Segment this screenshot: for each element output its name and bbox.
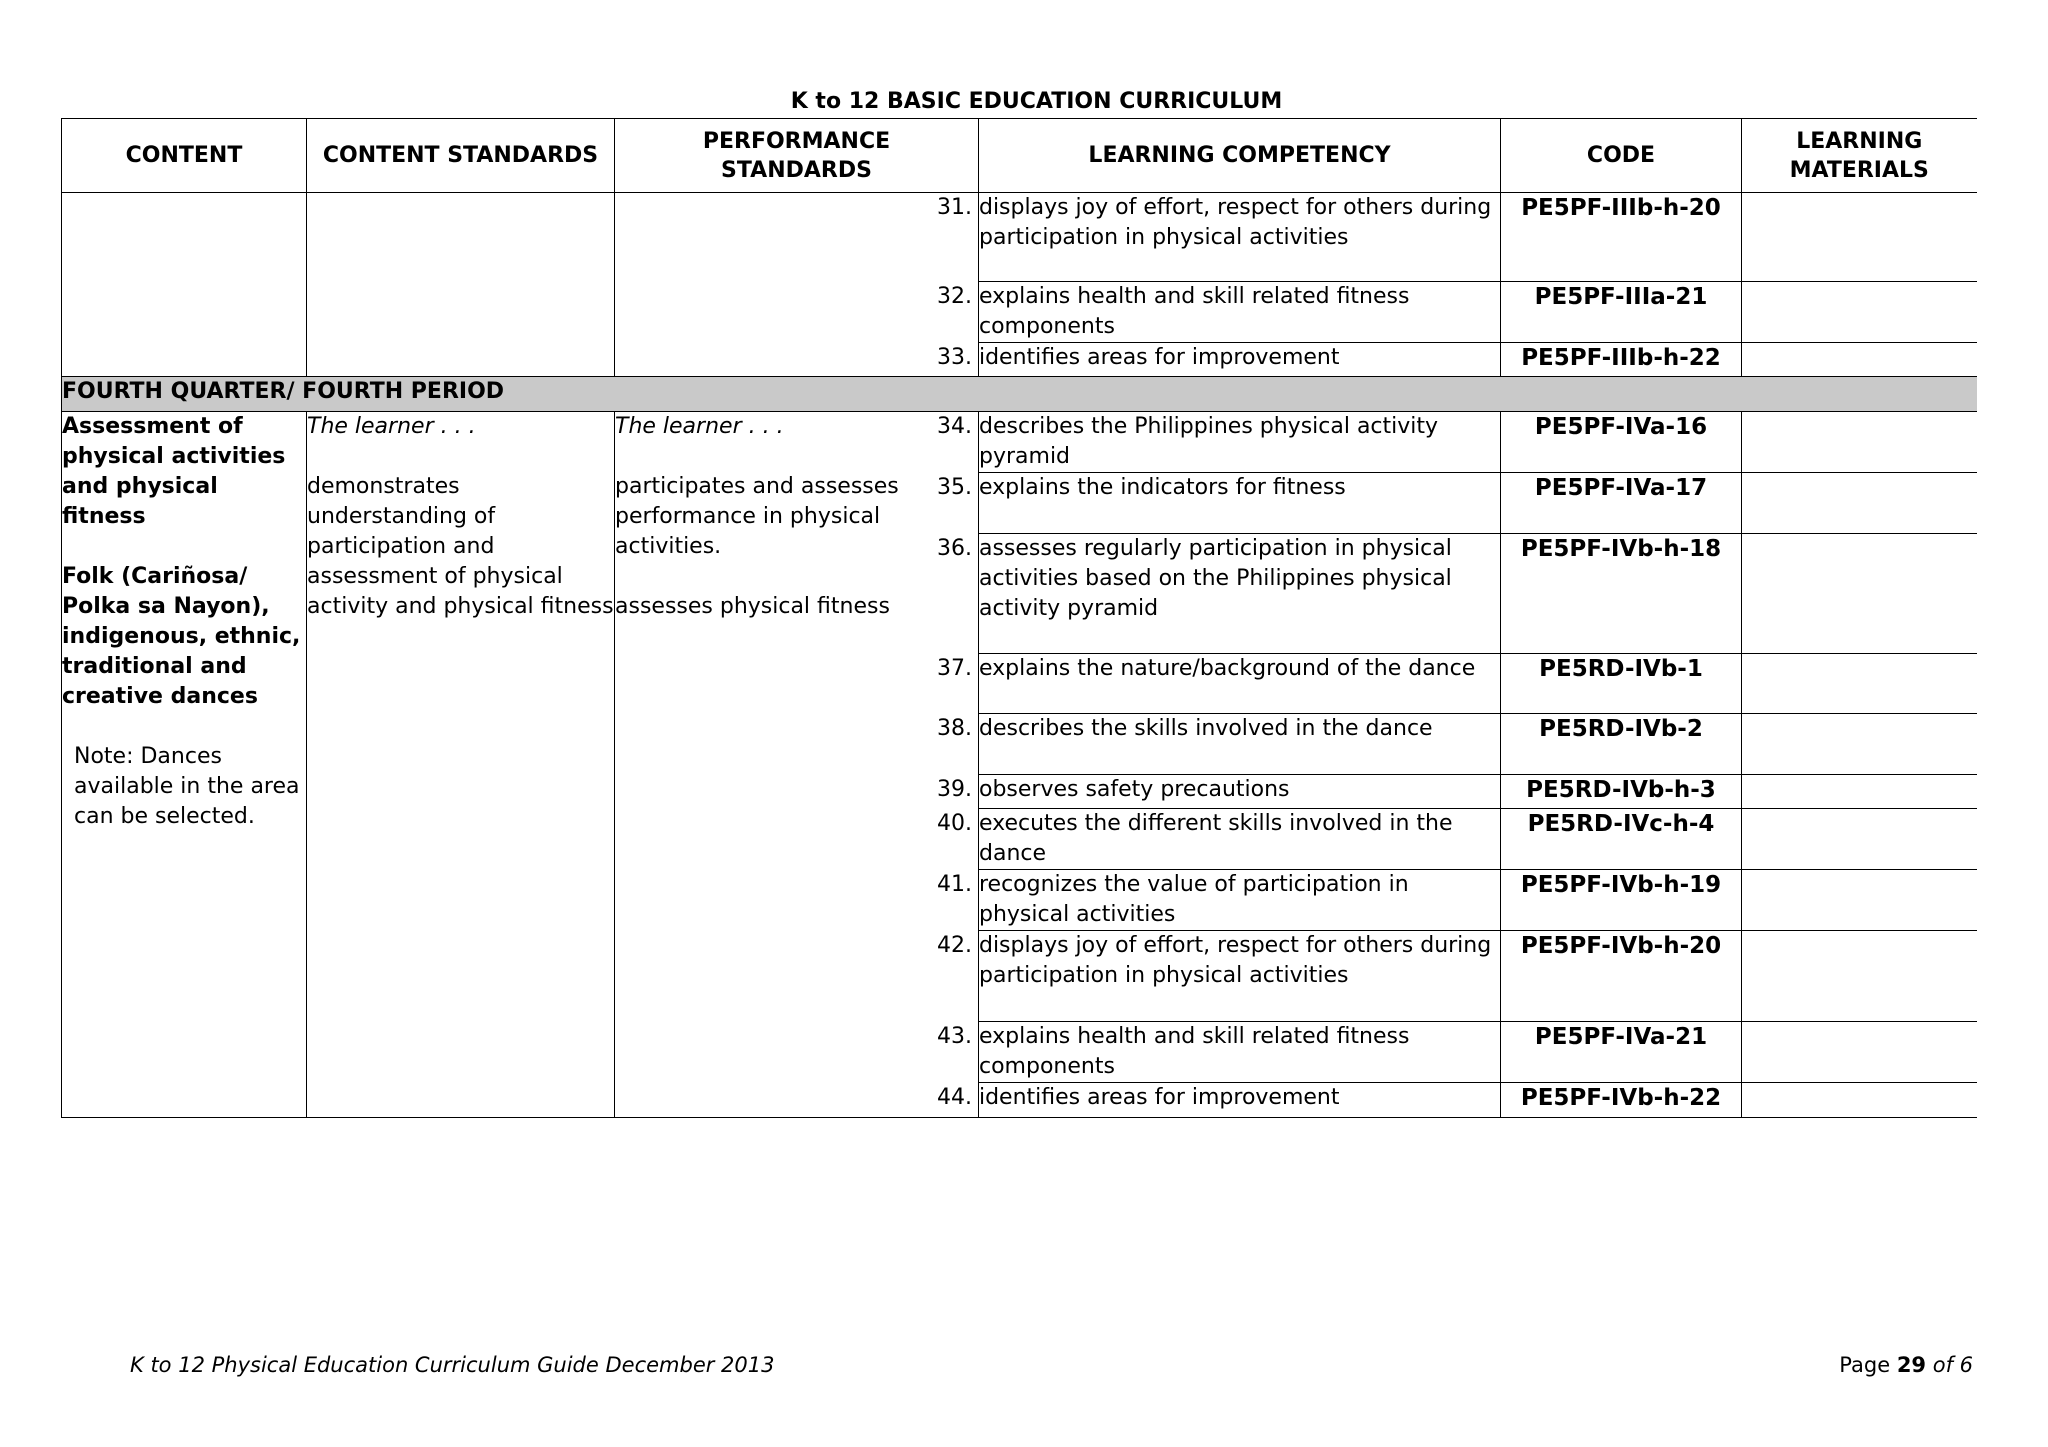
content-note: Note: Dances available in the area can be selected. [74, 744, 300, 829]
code-cell: PE5RD-IVb-h-3 [1501, 775, 1742, 809]
header-performance-standards-line2: STANDARDS [721, 157, 872, 183]
header-learning-materials-line1: LEARNING [1796, 128, 1923, 154]
code-cell: PE5PF-IVb-h-20 [1501, 931, 1742, 1022]
materials-cell [1742, 1022, 1977, 1083]
competency-cell: 34. describes the Philippines physical activity pyramid [979, 412, 1501, 473]
code-cell: PE5RD-IVb-2 [1501, 714, 1742, 775]
header-code: CODE [1501, 119, 1742, 193]
materials-cell [1742, 193, 1977, 282]
competency-cell: 33. identifies areas for improvement [979, 343, 1501, 377]
competency-cell: 32. explains health and skill related fitness components [979, 282, 1501, 343]
content-topic-dances: Folk (Cariñosa/ Polka sa Nayon), indigenous, ethnic, traditional and creative dances [62, 564, 301, 709]
code-cell: PE5PF-IIIb-h-20 [1501, 193, 1742, 282]
content-topic-assessment: Assessment of physical activities and physical fitness [62, 414, 286, 529]
footer-page-word: Page [1839, 1353, 1897, 1377]
table-row [62, 193, 1977, 282]
curriculum-table [61, 118, 1977, 1118]
competency-cell: 35. explains the indicators for fitness [979, 473, 1501, 534]
empty-content-cell [62, 193, 307, 377]
content-standards-text: demonstrates understanding of participation and assessment of physical activity and physical fitness [307, 474, 614, 619]
header-content-standards: CONTENT STANDARDS [307, 119, 615, 193]
code-cell: PE5PF-IVa-21 [1501, 1022, 1742, 1083]
content-standards-cell [307, 412, 615, 1118]
footer-guide-title: K to 12 Physical Education Curriculum Guide December 2013 [130, 1353, 775, 1377]
empty-content-standards-cell [307, 193, 615, 377]
header-performance-standards [615, 119, 979, 193]
competency-cell: 41. recognizes the value of participation in physical activities [979, 870, 1501, 931]
competency-cell: 36. assesses regularly participation in physical activities based on the Philippines physical activity pyramid [979, 534, 1501, 654]
table-row [62, 412, 1977, 473]
materials-cell [1742, 343, 1977, 377]
materials-cell [1742, 809, 1977, 870]
quarter-row [62, 377, 1977, 412]
competency-cell: 31. displays joy of effort, respect for others during participation in physical activities [979, 193, 1501, 282]
performance-standards-intro: The learner . . . [615, 414, 784, 439]
code-cell: PE5RD-IVb-1 [1501, 654, 1742, 714]
header-learning-competency: LEARNING COMPETENCY [979, 119, 1501, 193]
materials-cell [1742, 282, 1977, 343]
materials-cell [1742, 1083, 1977, 1118]
header-learning-materials [1742, 119, 1977, 193]
header-row [62, 119, 1977, 193]
materials-cell [1742, 775, 1977, 809]
materials-cell [1742, 473, 1977, 534]
footer-page-number [1839, 1352, 1973, 1378]
code-cell: PE5PF-IVb-h-22 [1501, 1083, 1742, 1118]
materials-cell [1742, 534, 1977, 654]
materials-cell [1742, 412, 1977, 473]
footer-page-total: of 6 [1926, 1353, 1973, 1377]
quarter-label: FOURTH QUARTER/ FOURTH PERIOD [62, 377, 1977, 412]
code-cell: PE5PF-IVa-17 [1501, 473, 1742, 534]
performance-standards-text-1: participates and assesses performance in physical activities. [615, 474, 899, 559]
code-cell: PE5PF-IIIb-h-22 [1501, 343, 1742, 377]
content-standards-intro: The learner . . . [307, 414, 476, 439]
competency-cell: 42. displays joy of effort, respect for others during participation in physical activities [979, 931, 1501, 1022]
competency-cell: 38. describes the skills involved in the dance [979, 714, 1501, 775]
materials-cell [1742, 714, 1977, 775]
competency-cell: 43. explains health and skill related fitness components [979, 1022, 1501, 1083]
materials-cell [1742, 870, 1977, 931]
content-cell [62, 412, 307, 1118]
code-cell: PE5RD-IVc-h-4 [1501, 809, 1742, 870]
empty-performance-standards-cell [615, 193, 979, 377]
header-content: CONTENT [62, 119, 307, 193]
performance-standards-text-2: assesses physical fitness [615, 594, 890, 619]
code-cell: PE5PF-IVb-h-19 [1501, 870, 1742, 931]
code-cell: PE5PF-IVa-16 [1501, 412, 1742, 473]
materials-cell [1742, 931, 1977, 1022]
competency-cell: 37. explains the nature/background of the dance [979, 654, 1501, 714]
competency-cell: 39. observes safety precautions [979, 775, 1501, 809]
materials-cell [1742, 654, 1977, 714]
header-performance-standards-line1: PERFORMANCE [702, 128, 891, 154]
competency-cell: 44. identifies areas for improvement [979, 1083, 1501, 1118]
code-cell: PE5PF-IVb-h-18 [1501, 534, 1742, 654]
footer-page-current: 29 [1896, 1353, 1927, 1377]
competency-cell: 40. executes the different skills involved in the dance [979, 809, 1501, 870]
header-learning-materials-line2: MATERIALS [1789, 157, 1929, 183]
performance-standards-cell [615, 412, 979, 1118]
document-title: K to 12 BASIC EDUCATION CURRICULUM [790, 89, 1283, 114]
code-cell: PE5PF-IIIa-21 [1501, 282, 1742, 343]
